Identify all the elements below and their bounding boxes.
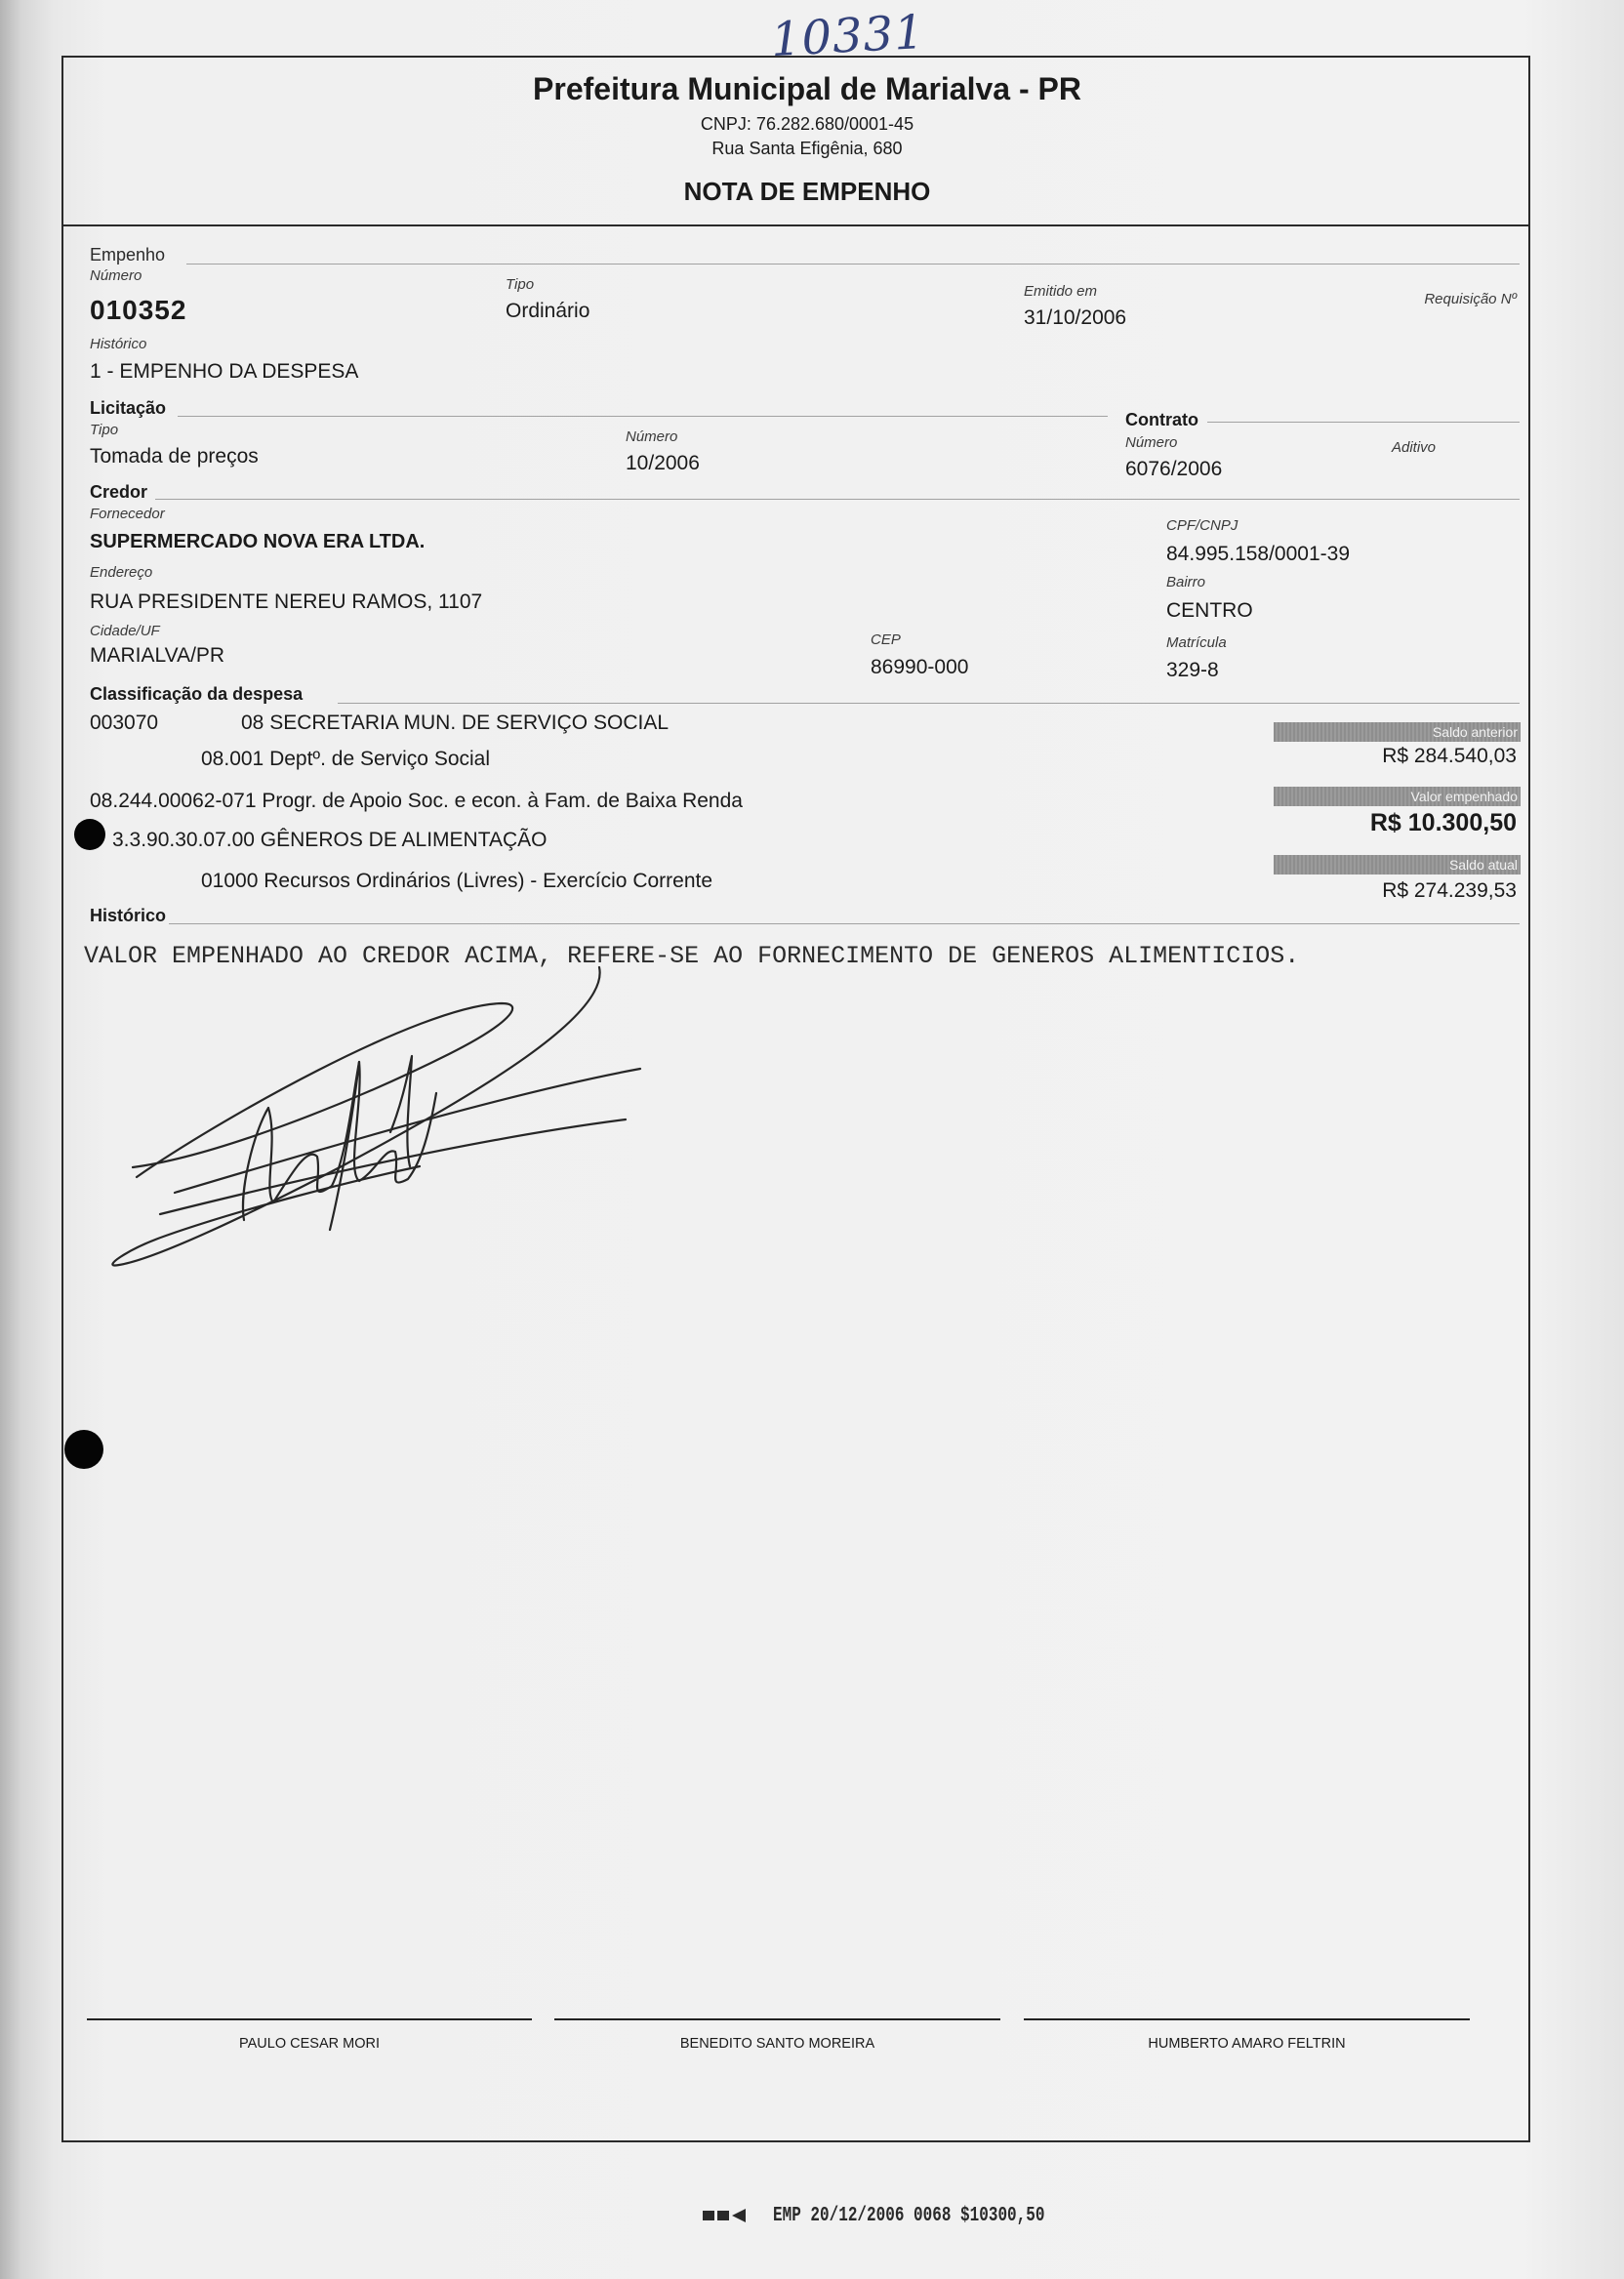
punch-hole (64, 1430, 103, 1469)
empenho-tipo: Ordinário (506, 300, 590, 322)
signatory-name: HUMBERTO AMARO FELTRIN (1148, 2036, 1346, 2052)
signature-stroke (390, 1056, 412, 1166)
section-divider (155, 499, 1520, 500)
cidade: MARIALVA/PR (90, 644, 225, 667)
contrato-numero: 6076/2006 (1125, 458, 1223, 480)
header-separator (61, 224, 1530, 226)
licitacao-tipo-label: Tipo (90, 422, 119, 438)
header-cnpj: CNPJ: 76.282.680/0001-45 (700, 114, 914, 134)
saldo-atual-value: R$ 274.239,53 (1382, 879, 1517, 902)
emitido-date: 31/10/2006 (1024, 306, 1127, 329)
section-divider (169, 923, 1520, 924)
classificacao-departamento: 08.001 Deptº. de Serviço Social (201, 748, 491, 770)
fornecedor-label: Fornecedor (90, 506, 165, 522)
section-label-contrato: Contrato (1125, 410, 1198, 429)
stamp-text: EMP 20/12/2006 0068 $10300,50 (773, 2204, 1045, 2227)
header-address: Rua Santa Efigênia, 680 (711, 139, 903, 158)
bairro: CENTRO (1166, 599, 1253, 622)
cep-label: CEP (871, 631, 901, 648)
signatory-name: BENEDITO SANTO MOREIRA (679, 2036, 875, 2052)
licitacao-numero-label: Número (626, 428, 678, 445)
matricula: 329-8 (1166, 659, 1219, 681)
section-label-credor: Credor (90, 482, 148, 502)
cpf-cnpj: 84.995.158/0001-39 (1166, 543, 1351, 565)
classificacao-elemento: 3.3.90.30.07.00 GÊNEROS DE ALIMENTAÇÃO (112, 829, 548, 851)
emitido-label: Emitido em (1024, 283, 1098, 300)
section-label-historico: Histórico (90, 906, 167, 925)
fornecedor-name: SUPERMERCADO NOVA ERA LTDA. (90, 531, 426, 552)
saldo-anterior-value: R$ 284.540,03 (1382, 745, 1517, 767)
section-divider (1207, 422, 1520, 423)
valor-empenhado-value: R$ 10.300,50 (1369, 809, 1517, 836)
stamp-mark-icon (717, 2211, 729, 2220)
cpf-cnpj-label: CPF/CNPJ (1166, 517, 1238, 534)
signature-line (554, 2018, 1000, 2020)
signature-stroke (160, 1119, 626, 1214)
section-divider (178, 416, 1108, 417)
endereco-label: Endereço (90, 564, 153, 581)
section-label-classificacao: Classificação da despesa (90, 684, 304, 704)
contrato-numero-label: Número (1125, 434, 1178, 451)
classificacao-codigo: 003070 (90, 712, 159, 734)
classificacao-secretaria: 08 SECRETARIA MUN. DE SERVIÇO SOCIAL (241, 712, 670, 734)
valor-empenhado-label: Valor empenhado (1274, 787, 1521, 806)
requisicao-label: Requisição Nº (1424, 291, 1517, 307)
saldo-anterior-label: Saldo anterior (1274, 722, 1521, 742)
stamp-mark-icon (703, 2211, 714, 2220)
signature-stroke (112, 967, 599, 1266)
licitacao-tipo: Tomada de preços (90, 445, 259, 468)
section-label-empenho: Empenho (90, 245, 166, 265)
historico-text: VALOR EMPENHADO AO CREDOR ACIMA, REFERE-SE AO FORNECIMENTO DE GENEROS ALIMENTICIOS. (84, 942, 1300, 970)
document-title: NOTA DE EMPENHO (683, 177, 931, 206)
stamp-mark-icon (732, 2209, 746, 2222)
classificacao-programa: 08.244.00062-071 Progr. de Apoio Soc. e econ. à Fam. de Baixa Renda (90, 790, 743, 812)
signature-line (87, 2018, 532, 2020)
payment-stamp (703, 2204, 1045, 2227)
endereco: RUA PRESIDENTE NEREU RAMOS, 1107 (90, 590, 483, 613)
empenho-tipo-label: Tipo (506, 276, 535, 293)
licitacao-numero: 10/2006 (626, 452, 700, 474)
signature-line (1024, 2018, 1470, 2020)
signature (98, 947, 664, 1298)
cep: 86990-000 (871, 656, 969, 678)
cidade-label: Cidade/UF (90, 623, 160, 639)
empenho-historico: 1 - EMPENHO DA DESPESA (90, 360, 359, 383)
section-divider (186, 264, 1520, 265)
page-title: Prefeitura Municipal de Marialva - PR (533, 71, 1081, 106)
matricula-label: Matrícula (1166, 634, 1227, 651)
empenho-numero: 010352 (90, 295, 187, 325)
aditivo-label: Aditivo (1392, 439, 1437, 456)
section-divider (338, 703, 1520, 704)
empenho-historico-label: Histórico (90, 336, 147, 352)
classificacao-recurso: 01000 Recursos Ordinários (Livres) - Exercício Corrente (201, 870, 713, 892)
punch-hole (74, 819, 105, 850)
section-label-licitacao: Licitação (90, 398, 167, 418)
signatory-name: PAULO CESAR MORI (239, 2036, 380, 2052)
signature-stroke (133, 1003, 512, 1177)
handwritten-number: 10331 (769, 4, 927, 68)
bairro-label: Bairro (1166, 574, 1206, 590)
empenho-numero-label: Número (90, 267, 142, 284)
saldo-atual-label: Saldo atual (1274, 855, 1521, 875)
